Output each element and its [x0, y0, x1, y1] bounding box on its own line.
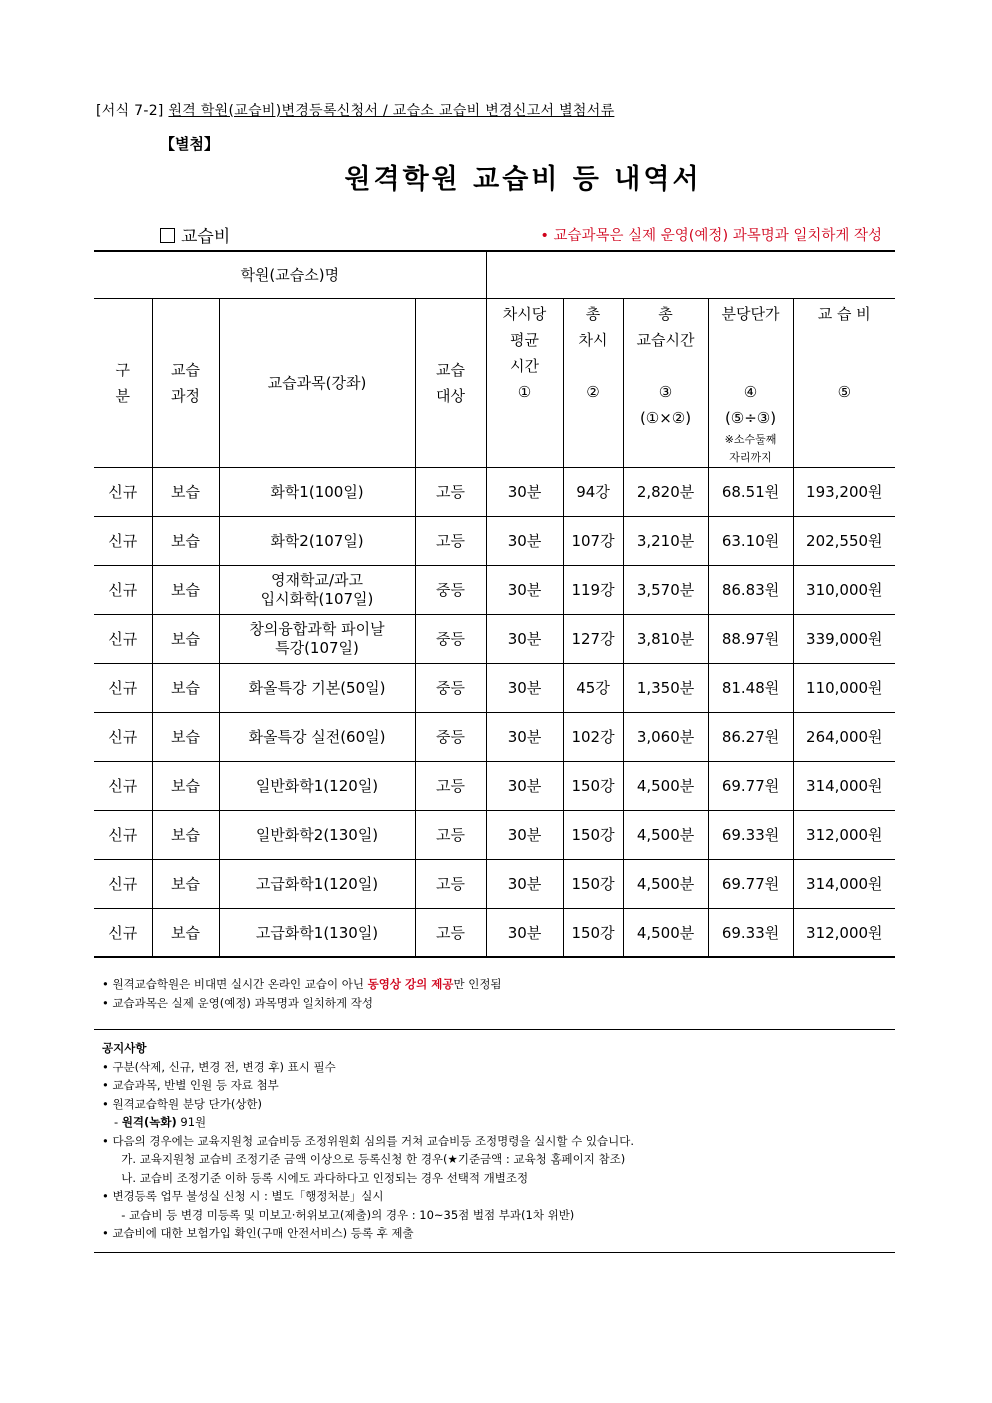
notice-line: • 교습비에 대한 보험가입 확인(구매 안전서비스) 등록 후 제출 [102, 1226, 414, 1240]
header-subject: 교습과목(강좌) [219, 298, 415, 467]
table-row: 신규 보습 고급화학1(120일) 고등 30분 150강 4,500분 69.77원 314,000원 [94, 859, 895, 908]
notice-line: 가. 교육지원청 교습비 조정기준 금액 이상으로 등록신청 한 경우(★기준금액 : 교육청 홈페이지 참조) [114, 1152, 626, 1166]
notice-line: • 원격교습학원 분당 단가(상한) [102, 1097, 263, 1111]
notice-line: • 변경등록 업무 불성실 신청 시 : 별도「행정처분」실시 [102, 1189, 384, 1203]
page-title: 원격학원 교습비 등 내역서 [344, 164, 702, 195]
table-row: 신규 보습 영재학교/과고 입시화학(107일) 중등 30분 119강 3,570분 86.83원 310,000원 [94, 565, 895, 614]
attachment-label: 【별첨】 [160, 135, 219, 153]
subject-two-line: 영재학교/과고 입시화학(107일) [219, 565, 415, 614]
bullet-video-only: • 원격교습학원은 비대면 실시간 온라인 교습이 아닌 동영상 강의 제공만 인정됨 [102, 977, 502, 991]
table-row: 신규 보습 화올특강 실전(60일) 중등 30분 102강 3,060분 86.27원 264,000원 [94, 712, 895, 761]
notice-line: 나. 교습비 조정기준 이하 등록 시에도 과다하다고 인정되는 경우 선택적 개별조정 [114, 1171, 529, 1185]
academy-name-field[interactable] [486, 251, 895, 298]
table-row: 신규 보습 화학1(100일) 고등 30분 94강 2,820분 68.51원 193,200원 [94, 467, 895, 516]
header-total-time: 총 교습시간 ③ (①×②) [623, 298, 708, 467]
table-row: 신규 보습 화올특강 기본(50일) 중등 30분 45강 1,350분 81.48원 110,000원 [94, 663, 895, 712]
header-unit-price: 분당단가 ④ (⑤÷③) ※소수둘째 자리까지 [708, 298, 793, 467]
header-fee: 교 습 비 ⑤ [793, 298, 895, 467]
header-target: 교습 대상 [415, 298, 486, 467]
table-row: 신규 보습 고급화학1(130일) 고등 30분 150강 4,500분 69.33원 312,000원 [94, 908, 895, 957]
section-label: 교습비 [181, 227, 231, 247]
divider [94, 1029, 895, 1030]
notice-line: - 교습비 등 변경 미등록 및 미보고·허위보고(제출)의 경우 : 10~35점 벌점 부과(1차 위반) [114, 1208, 575, 1222]
table-row: 신규 보습 창의융합과학 파이날 특강(107일) 중등 30분 127강 3,810분 88.97원 339,000원 [94, 614, 895, 663]
table-row: 신규 보습 일반화학1(120일) 고등 30분 150강 4,500분 69.77원 314,000원 [94, 761, 895, 810]
checkbox-square-icon [160, 228, 175, 243]
academy-name-row [94, 251, 895, 298]
fee-table [94, 250, 895, 958]
notice-line: - 원격(녹화) 91원 [114, 1115, 207, 1129]
red-note: • 교습과목은 실제 운영(예정) 과목명과 일치하게 작성 [540, 228, 882, 244]
header-row [94, 298, 895, 467]
header-gubun: 구 분 [94, 298, 152, 467]
table-row: 신규 보습 일반화학2(130일) 고등 30분 150강 4,500분 69.33원 312,000원 [94, 810, 895, 859]
notice-line: • 구분(삭제, 신규, 변경 전, 변경 후) 표시 필수 [102, 1060, 336, 1074]
form-label-prefix: [서식 7-2] [96, 103, 169, 119]
header-total-sessions: 총 차시 ② [563, 298, 623, 467]
notice-line: • 다음의 경우에는 교육지원청 교습비등 조정위원회 심의를 거쳐 교습비등 조정명령을 실시할 수 있습니다. [102, 1134, 634, 1148]
bullet-subject-match: • 교습과목은 실제 운영(예정) 과목명과 일치하게 작성 [102, 996, 373, 1010]
header-avg-time: 차시당 평균 시간 ① [486, 298, 563, 467]
notice-title: 공지사항 [102, 1041, 147, 1055]
notice-line: • 교습과목, 반별 인원 등 자료 첨부 [102, 1078, 279, 1092]
header-course: 교습 과정 [152, 298, 219, 467]
table-row: 신규 보습 화학2(107일) 고등 30분 107강 3,210분 63.10원 202,550원 [94, 516, 895, 565]
subject-two-line: 창의융합과학 파이날 특강(107일) [219, 614, 415, 663]
academy-name-label: 학원(교습소)명 [94, 251, 486, 298]
divider [94, 1252, 895, 1253]
form-label-text: 원격 학원(교습비)변경등록신청서 / 교습소 교습비 변경신고서 별첨서류 [168, 103, 615, 119]
form-label [96, 100, 614, 120]
section-heading [160, 222, 230, 247]
